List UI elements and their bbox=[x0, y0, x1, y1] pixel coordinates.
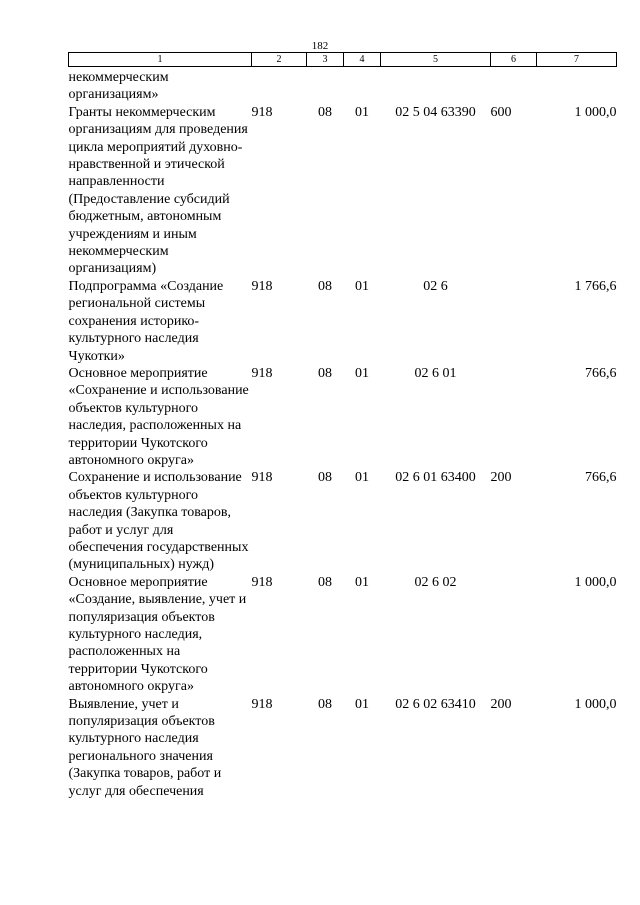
table-row bbox=[69, 574, 617, 696]
row-vr: 200 bbox=[490, 696, 512, 712]
row-pr: 01 bbox=[355, 278, 369, 294]
row-pr bbox=[344, 67, 381, 104]
row-gr: 918 bbox=[251, 470, 273, 486]
row-pr: 01 bbox=[355, 574, 369, 590]
row-gr: 918 bbox=[251, 278, 273, 294]
table-header-row bbox=[69, 53, 617, 67]
table-row bbox=[69, 696, 617, 800]
row-name: некоммерческим организациям» bbox=[68, 70, 169, 103]
row-name: Сохранение и использование объектов культурного наследия (Закупка товаров, работ и услуг для обеспечения государственных (муниципальных) нужд) bbox=[68, 470, 249, 573]
row-gr: 918 bbox=[251, 574, 273, 590]
column-header: 2 bbox=[252, 53, 307, 67]
row-rz: 08 bbox=[318, 278, 332, 294]
row-csr: 02 6 02 63410 bbox=[395, 696, 476, 712]
row-gr: 918 bbox=[251, 104, 273, 120]
table-row bbox=[69, 67, 617, 104]
row-csr: 02 6 01 63400 bbox=[395, 470, 476, 486]
row-pr: 01 bbox=[355, 365, 369, 381]
column-header: 6 bbox=[491, 53, 537, 67]
row-csr bbox=[381, 67, 491, 104]
table-row bbox=[69, 278, 617, 365]
row-sum: 1 000,0 bbox=[574, 696, 617, 712]
row-name: Гранты некоммерческим организациям для проведения цикла мероприятий духовно-нравственной и этической направленности (Предоставление субсидий бюджетным, автономным учреждениям и иным некоммерческим организациям) bbox=[68, 104, 248, 277]
page-number: 182 bbox=[311, 40, 329, 52]
row-sum: 766,6 bbox=[585, 470, 617, 486]
budget-table bbox=[68, 52, 617, 800]
table-row bbox=[69, 104, 617, 278]
row-sum: 1 000,0 bbox=[574, 574, 617, 590]
row-gr: 918 bbox=[251, 696, 273, 712]
row-vr: 600 bbox=[490, 104, 512, 120]
row-csr: 02 6 02 bbox=[414, 574, 457, 590]
row-sum: 766,6 bbox=[585, 365, 617, 381]
row-vr bbox=[491, 365, 537, 469]
row-name: Основное мероприятие «Сохранение и использование объектов культурного наследия, расположенных на территории Чукотского автономного округа» bbox=[68, 365, 249, 468]
row-name: Подпрограмма «Создание региональной системы сохранения историко-культурного наследия Чукотки» bbox=[68, 278, 224, 364]
row-pr: 01 bbox=[355, 696, 369, 712]
row-sum bbox=[537, 67, 617, 104]
row-rz: 08 bbox=[318, 365, 332, 381]
column-header: 4 bbox=[344, 53, 381, 67]
row-rz: 08 bbox=[318, 696, 332, 712]
row-csr: 02 6 bbox=[423, 278, 448, 294]
row-rz bbox=[307, 67, 344, 104]
column-header: 3 bbox=[307, 53, 344, 67]
row-sum: 1 000,0 bbox=[574, 104, 617, 120]
column-header: 5 bbox=[381, 53, 491, 67]
row-vr bbox=[491, 278, 537, 365]
row-name: Основное мероприятие «Создание, выявление, учет и популяризация объектов культурного наследия, расположенных на территории Чукотского автономного округа» bbox=[68, 574, 247, 695]
row-gr: 918 bbox=[251, 365, 273, 381]
row-pr: 01 bbox=[355, 470, 369, 486]
column-header: 1 bbox=[69, 53, 252, 67]
table-row bbox=[69, 365, 617, 469]
row-csr: 02 6 01 bbox=[414, 365, 457, 381]
row-sum: 1 766,6 bbox=[574, 278, 617, 294]
row-vr bbox=[491, 67, 537, 104]
row-csr: 02 5 04 63390 bbox=[395, 104, 476, 120]
row-pr: 01 bbox=[355, 104, 369, 120]
row-vr: 200 bbox=[490, 470, 512, 486]
column-header: 7 bbox=[537, 53, 617, 67]
row-name: Выявление, учет и популяризация объектов культурного наследия регионального значения (Закупка товаров, работ и услуг для обеспечения bbox=[68, 696, 222, 799]
row-vr bbox=[491, 574, 537, 696]
row-rz: 08 bbox=[318, 574, 332, 590]
row-gr bbox=[252, 67, 307, 104]
row-rz: 08 bbox=[318, 104, 332, 120]
row-rz: 08 bbox=[318, 470, 332, 486]
table-row bbox=[69, 469, 617, 573]
